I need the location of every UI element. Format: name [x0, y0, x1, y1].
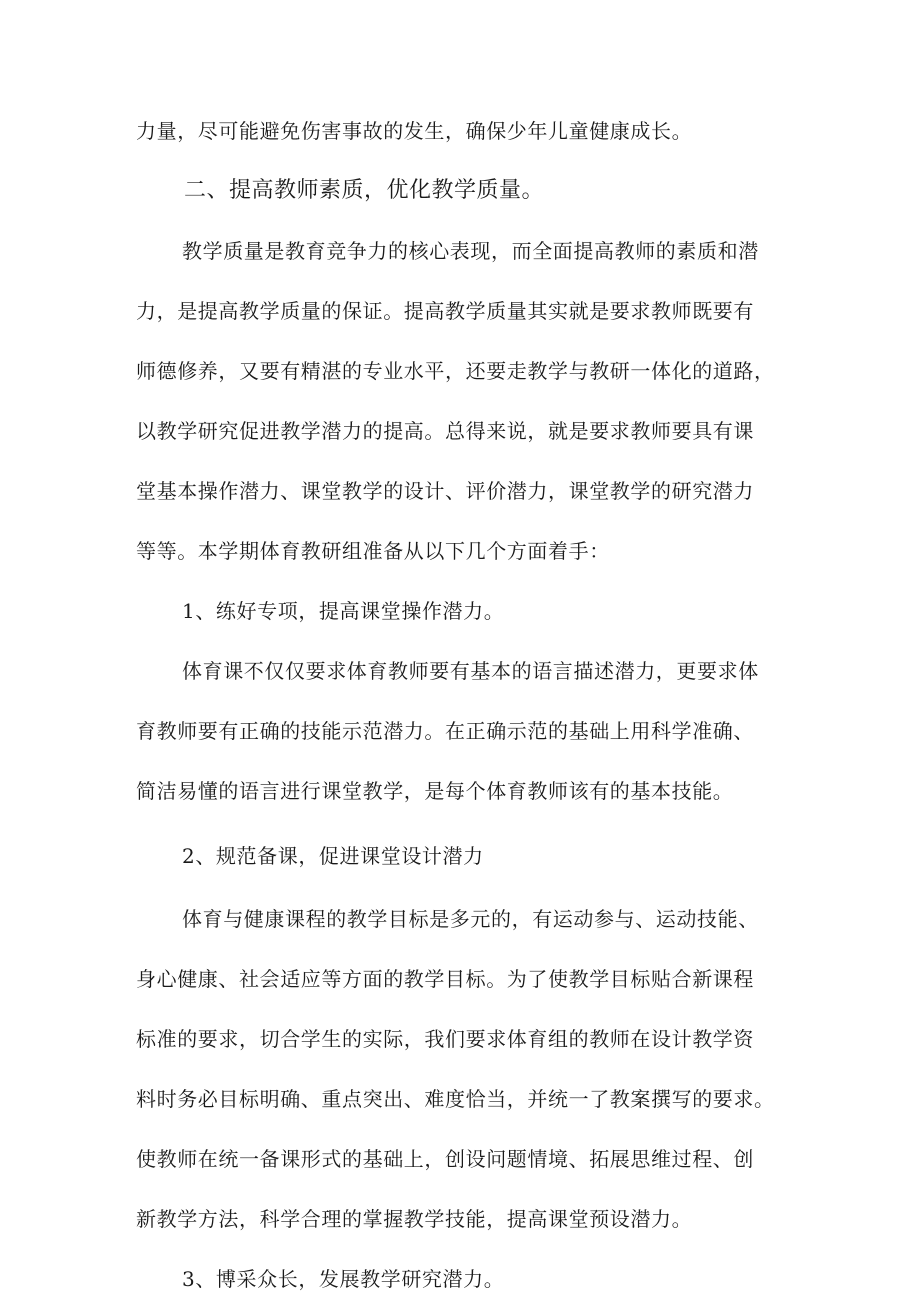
paragraph-line: 料时务必目标明确、重点突出、难度恰当，并统一了教案撰写的要求。 [136, 1087, 775, 1111]
paragraph-line: 标准的要求，切合学生的实际，我们要求体育组的教师在设计教学资 [136, 1027, 754, 1051]
paragraph-line: 等等。本学期体育教研组准备从以下几个方面着手： [136, 539, 610, 563]
paragraph-line: 以教学研究促进教学潜力的提高。总得来说，就是要求教师要具有课 [136, 419, 754, 443]
paragraph-line: 师德修养，又要有精湛的专业水平，还要走教学与教研一体化的道路， [136, 359, 775, 383]
paragraph-line: 堂基本操作潜力、课堂教学的设计、评价潜力，课堂教学的研究潜力 [136, 479, 754, 503]
paragraph-line: 育教师要有正确的技能示范潜力。在正确示范的基础上用科学准确、 [136, 719, 754, 743]
paragraph-line: 简洁易懂的语言进行课堂教学，是每个体育教师该有的基本技能。 [136, 779, 734, 803]
section-heading-2: 二、提高教师素质，优化教学质量。 [184, 178, 545, 203]
paragraph-line: 力，是提高教学质量的保证。提高教学质量其实就是要求教师既要有 [136, 299, 754, 323]
paragraph-line: 体育与健康课程的教学目标是多元的，有运动参与、运动技能、 [182, 907, 759, 931]
paragraph-line: 体育课不仅仅要求体育教师要有基本的语言描述潜力，更要求体 [182, 659, 759, 683]
text-line-continuation: 力量，尽可能避免伤害事故的发生，确保少年儿童健康成长。 [136, 119, 693, 143]
paragraph-line: 使教师在统一备课形式的基础上，创设问题情境、拓展思维过程、创 [136, 1147, 754, 1171]
paragraph-line: 教学质量是教育竞争力的核心表现，而全面提高教师的素质和潜 [182, 239, 759, 263]
subheading-3: 3、博采众长，发展教学研究潜力。 [182, 1267, 505, 1291]
subheading-1: 1、练好专项，提高课堂操作潜力。 [182, 599, 505, 623]
subheading-2: 2、规范备课，促进课堂设计潜力 [182, 844, 484, 868]
paragraph-line: 身心健康、社会适应等方面的教学目标。为了使教学目标贴合新课程 [136, 967, 754, 991]
paragraph-line: 新教学方法，科学合理的掌握教学技能，提高课堂预设潜力。 [136, 1207, 693, 1231]
